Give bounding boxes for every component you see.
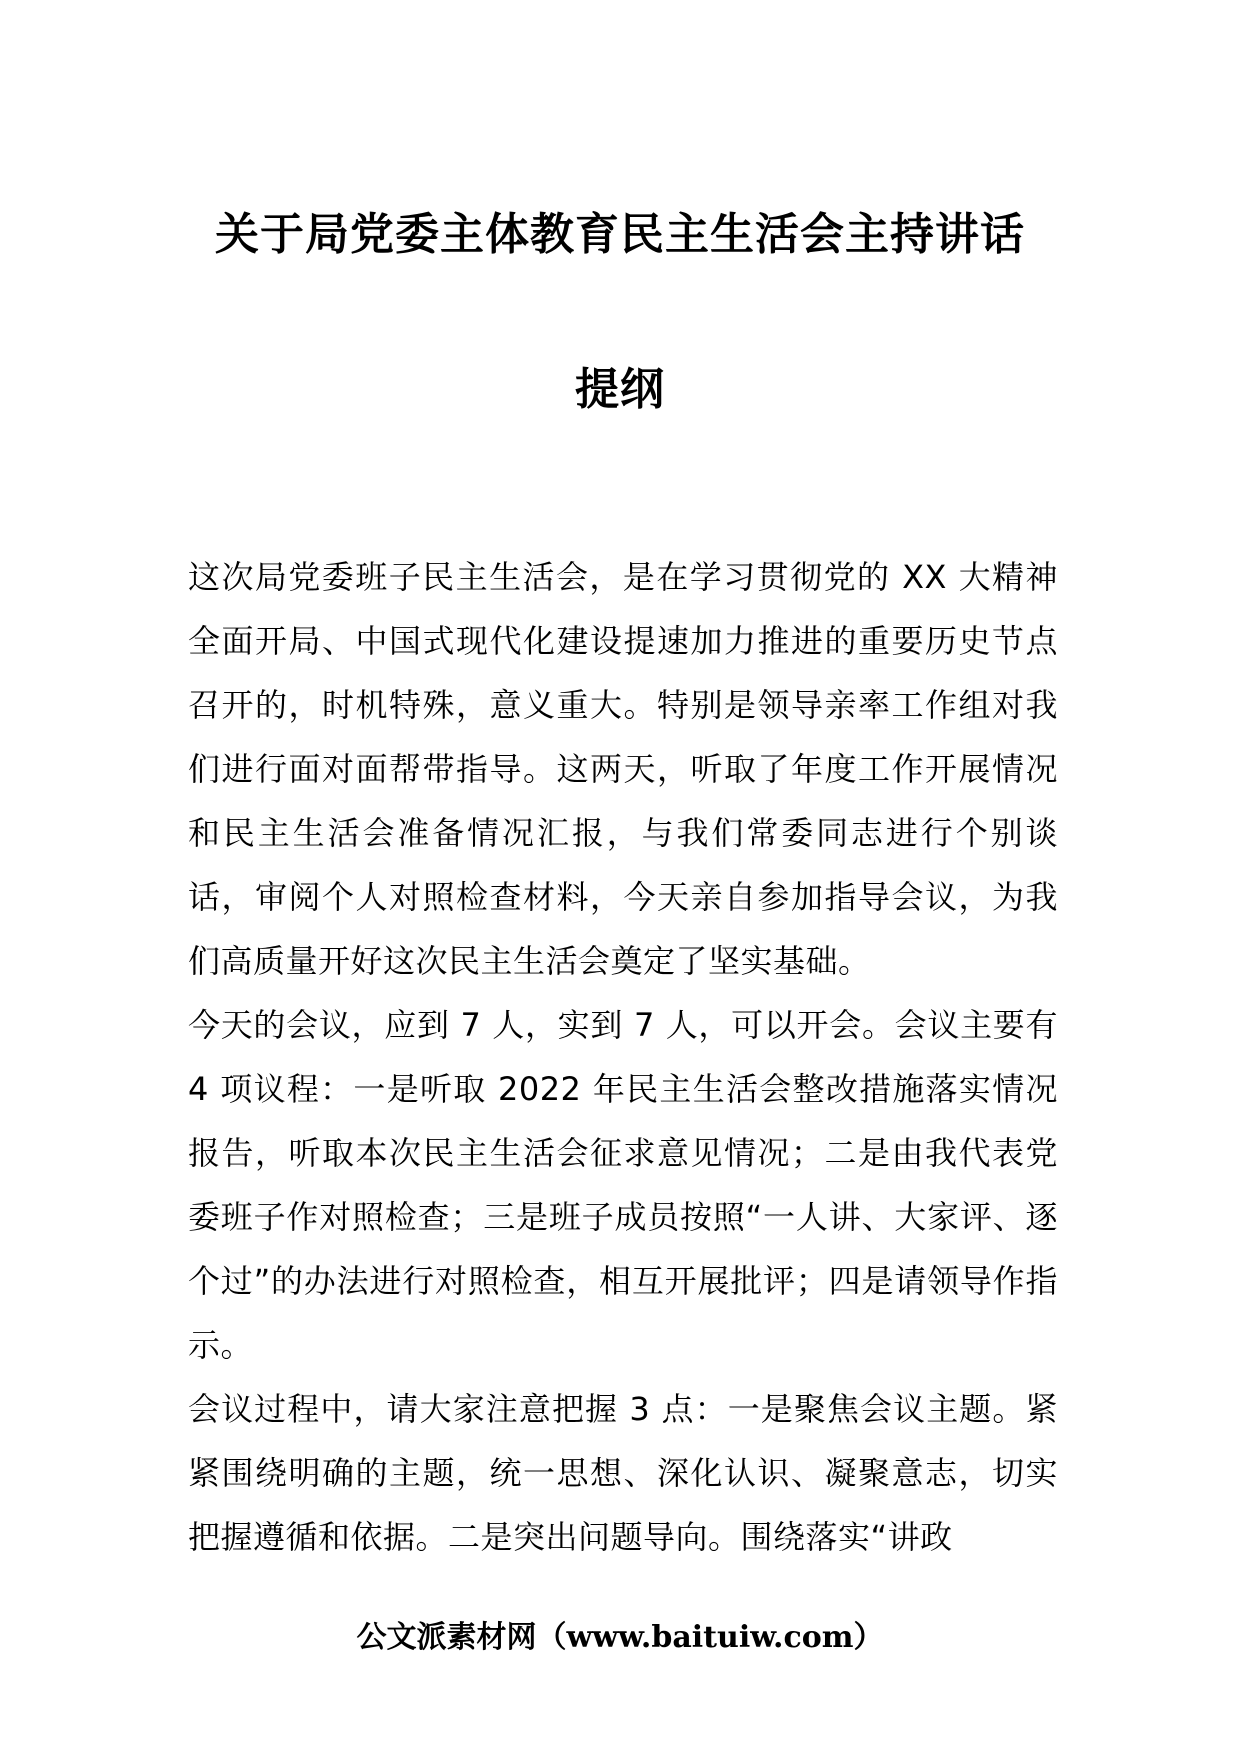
- paragraph-requirements: 会议过程中，请大家注意把握 3 点：一是聚焦会议主题。紧紧围绕明确的主题，统一思想、深化认识、凝聚意志，切实把握遵循和依据。二是突出问题导向。围绕落实“讲政: [188, 1390, 1058, 1556]
- paragraph-agenda: 今天的会议，应到 7 人，实到 7 人，可以开会。会议主要有 4 项议程：一是听取 2022 年民主生活会整改措施落实情况报告，听取本次民主生活会征求意见情况；二是由我代表党委班子作对照检查；三是班子成员按照“一人讲、大家评、逐个过”的办法进行对照检查，相互开展批评；四是请领导作指示。: [188, 1006, 1058, 1364]
- paragraph-opening: 这次局党委班子民主生活会，是在学习贯彻党的 XX 大精神全面开局、中国式现代化建设提速加力推进的重要历史节点召开的，时机特殊，意义重大。特别是领导亲率工作组对我们进行面对面帮带指导。这两天，听取了年度工作开展情况和民主生活会准备情况汇报，与我们常委同志进行个别谈话，审阅个人对照检查材料，今天亲自参加指导会议，为我们高质量开好这次民主生活会奠定了坚实基础。: [188, 558, 1058, 980]
- page-footer-source: 公文派素材网（www.baituiw.com）: [356, 1620, 884, 1655]
- document-title-line-1: 关于局党委主体教育民主生活会主持讲话: [215, 209, 1025, 260]
- document-body: [188, 545, 1058, 1569]
- document-title-line-2: 提纲: [575, 364, 665, 415]
